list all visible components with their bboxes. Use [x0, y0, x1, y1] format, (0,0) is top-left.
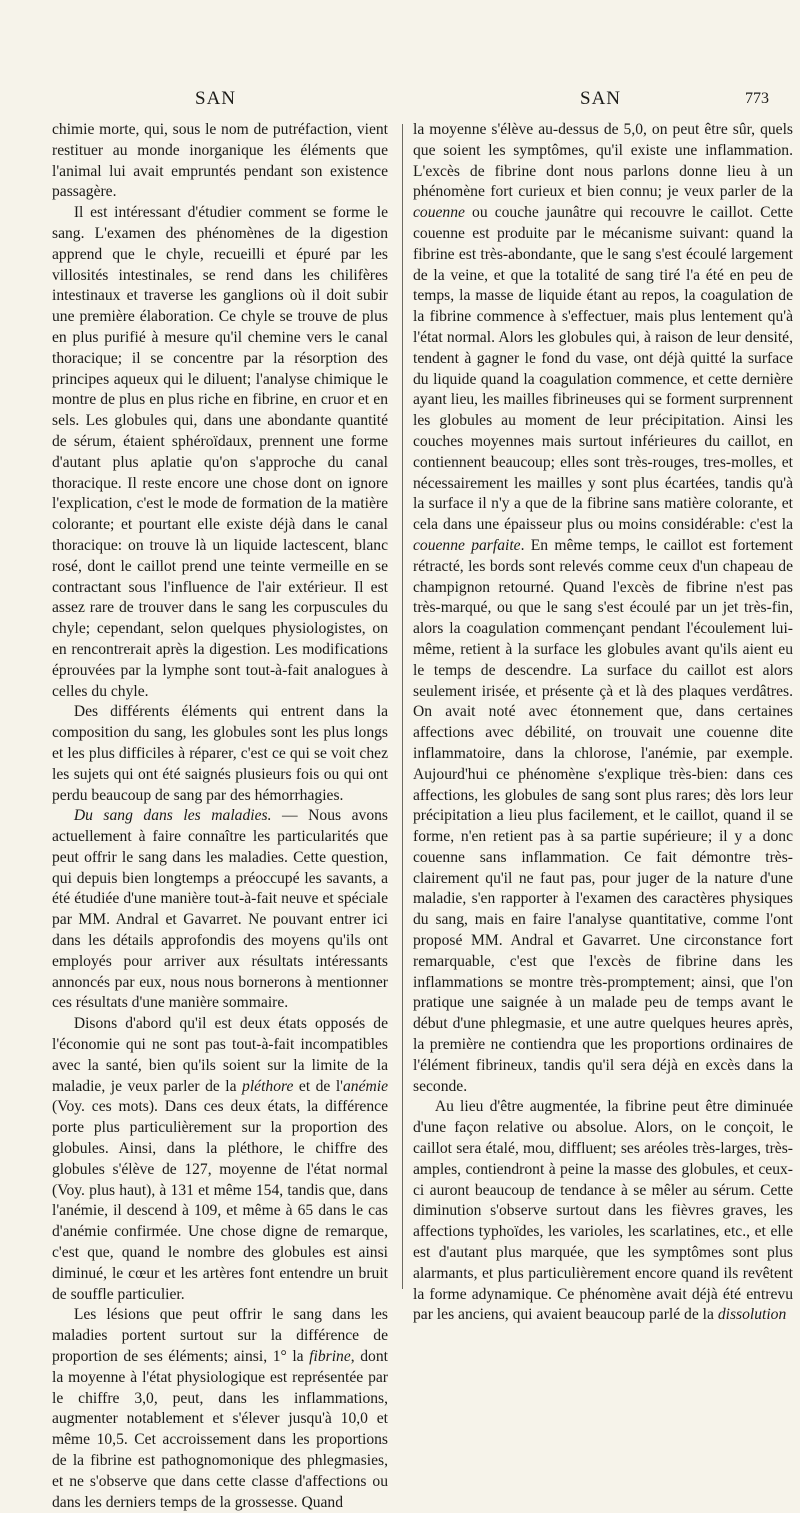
paragraph-text: — Nous avons actuellement à faire connaître les particularités que peut offrir le sang dans les maladies. Cette question, qui depuis bien longtemps a préoccupé les savants, a été étudiée d'une manière tout-à-fait neuve et spéciale par MM. Andral et Gavarret. Ne pouvant entrer ici dans les détails approfondis des moyens qu'ils ont employés pour arriver aux résultats intéressants annoncés par eux, nous nous bornerons à mentionner ces résultats d'une manière sommaire.	[52, 807, 388, 1012]
paragraph-text: Les lésions que peut offrir le sang dans les maladies portent surtout sur la différence de proportion de ses éléments; ainsi, 1° la	[52, 1306, 388, 1366]
section-title: Du sang dans les maladies.	[73, 807, 272, 825]
emphasis: dissolution	[717, 1306, 787, 1324]
right-running-head: SAN	[580, 88, 622, 109]
section-paragraph	[52, 806, 388, 1014]
page-number: 773	[745, 90, 769, 107]
paragraph-text: Disons d'abord qu'il est deux états opposés de l'économie qui ne sont pas tout-à-fait incompatibles avec la santé, bien qu'ils soient sur la limite de la maladie, je veux parler de la	[52, 1015, 388, 1095]
right-column	[413, 120, 794, 1324]
paragraph-text: , dont la moyenne à l'état physiologique est représentée par le chiffre 3,0, peut, dans les inflammations, augmenter notablement et s'élever jusqu'à 10,0 et même 10,5. Cet accroissement dans les proportions de la fibrine est pathognomonique des phlegmasies, et ne s'observe que dans cette classe d'affections ou dans les derniers temps de la grossesse. Quand	[52, 1348, 388, 1511]
emphasis: couenne	[413, 204, 465, 222]
left-running-head: SAN	[195, 88, 237, 109]
paragraph: Il est intéressant d'étudier comment se forme le sang. L'examen des phénomènes de la digestion apprend que le chyle, recueilli et épuré par les villosités intestinales, se rend dans les chilifères intestinaux et traverse les ganglions où il doit subir une première élaboration. Ce chyle se trouve de plus en plus purifié à mesure qu'il chemine vers le canal thoracique; il se concentre par la résorption des principes aqueux qui le diluent; l'analyse chimique le montre de plus en plus riche en fibrine, en cruor et en sels. Les globules qui, dans une abondante quantité de sérum, étaient sphéroïdaux, prennent une forme d'autant plus aplatie qu'on s'approche du canal thoracique. Il reste encore une chose dont on ignore l'explication, c'est le mode de formation de la matière colorante; et pourtant elle existe déjà dans le canal thoracique: on trouve là un liquide lactescent, blanc rosé, dont le caillot prend une teinte vermeille en se contractant sous l'influence de l'air extérieur. Il est assez rare de trouver dans le sang les corpuscules du chyle; cependant, selon quelques physiologistes, on en rencontrerait après la digestion. Les modifications éprouvées par la lymphe sont tout-à-fait analogues à celles du chyle.	[52, 204, 388, 700]
paragraph	[52, 1014, 388, 1305]
running-header	[0, 88, 800, 114]
paragraph-text: Au lieu d'être augmentée, la fibrine peut être diminuée d'une façon relative ou absolue. Alors, on le conçoit, le caillot sera étalé, mou, diffluent; ses aréoles très-larges, très-amples, contiendront à peine la masse des globules, et ceux-ci auront beaucoup de tendance à se mêler au sérum. Cette diminution s'observe surtout dans les fièvres graves, les affections typhoïdes, les varioles, les scarlatines, etc., et elle est d'autant plus marquée, que les symptômes sont plus alarmants, et plus particulièrement encore quand ils revêtent la forme adynamique. Ce phénomène avait déjà été entrevu par les anciens, qui avaient beaucoup parlé de la	[413, 1098, 793, 1324]
paragraph-text: et de l'	[293, 1077, 343, 1095]
paragraph-text: ou couche jaunâtre qui recouvre le caillot. Cette couenne est produite par le mécanisme suivant: quand la fibrine est très-abondante, que le sang s'est écoulé largement de la veine, et que la totalité de sang tiré l'a été en peu de temps, la masse de liquide étant au repos, la coagulation de la fibrine commence à s'effectuer, mais plus lentement qu'à l'état normal. Alors les globules qui, à raison de leur densité, tendent à gagner le fond du vase, ont déjà quitté la surface du liquide quand la coagulation commence, et cette dernière ayant lieu, les mailles fibrineuses qui se forment surprennent les globules au moment de leur précipitation. Ainsi les couches moyennes mais surtout inférieures du caillot, en contiennent beaucoup; elles sont très-rouges, tres-molles, et nécessairement les mailles y sont plus écartées, tandis qu'à la surface il n'y a que de la fibrine sans matière colorante, et cela dans une épaisseur plus ou moins considérable: c'est la	[413, 204, 793, 534]
emphasis: fibrine	[309, 1348, 351, 1366]
paragraph-text: la moyenne s'élève au-dessus de 5,0, on peut être sûr, quels que soient les symptômes, qu'il existe une inflammation. L'excès de fibrine dont nous parlons donne lieu à un phénomène fort curieux et bien connu; je veux parler de la	[413, 121, 793, 201]
paragraph-text: . En même temps, le caillot est fortement rétracté, les bords sont relevés comme ceux d'un chapeau de champignon retourné. Quand l'excès de fibrine n'est pas très-marqué, ou que le sang s'est écoulé par un jet très-fin, alors la coagulation commençant pendant l'écoulement lui-même, retient à la surface les globules avant qu'ils aient eu le temps de descendre. La surface du caillot est alors seulement irisée, et présente çà et là des plaques verdâtres. On avait noté avec étonnement que, dans certaines affections avec débilité, on trouvait une couenne dite inflammatoire, dans la chlorose, l'anémie, par exemple. Aujourd'hui ce phénomène s'explique très-bien: dans ces affections, les globules de sang sont plus rares; dès lors leur précipitation a lieu plus facilement, et le caillot, quand il se forme, n'en retient pas à sa partie supérieure; il y a donc couenne sans inflammation. Ce fait démontre très-clairement qu'il ne faut pas, pour juger de la nature d'une maladie, s'en rapporter à l'examen des caractères physiques du sang, mais en faire l'analyse quantitative, comme l'ont proposé MM. Andral et Gavarret. Une circonstance fort remarquable, c'est que l'excès de fibrine dans les inflammations se montre très-promptement; ainsi, que l'on pratique une saignée à un malade peu de temps avant le début d'une phlegmasie, et une autre quelques heures après, la première ne contiendra que les proportions ordinaires de l'élément fibrineux, tandis qu'il sera déjà en excès dans la seconde.	[413, 536, 794, 1095]
emphasis: anémie	[342, 1077, 389, 1095]
column-divider	[402, 124, 403, 1289]
paragraph-text: (Voy. ces mots). Dans ces deux états, la différence porte plus particulièrement sur la proportion des globules. Ainsi, dans la pléthore, le chiffre des globules s'élève de 127, moyenne de l'état normal (Voy. plus haut), à 131 et même 154, tandis que, dans l'anémie, il descend à 109, et même à 65 dans le cas d'anémie confirmée. Une chose digne de remarque, c'est que, quand le nombre des globules est ainsi diminué, le cœur et les artères font entendre un bruit de souffle particulier.	[52, 1098, 388, 1303]
emphasis: pléthore	[242, 1077, 294, 1095]
paragraph	[413, 120, 793, 1097]
paragraph	[52, 1305, 388, 1513]
paragraph: chimie morte, qui, sous le nom de putréfaction, vient restituer au monde inorganique les éléments que l'animal lui avait empruntés pendant son existence passagère.	[52, 121, 388, 201]
emphasis: couenne parfaite	[413, 536, 521, 554]
paragraph	[413, 1097, 793, 1326]
paragraph: Des différents éléments qui entrent dans la composition du sang, les globules sont les plus longs et les plus difficiles à réparer, c'est ce qui se voit chez les sujets qui ont été saignés plusieurs fois ou qui ont perdu beaucoup de sang par des hémorrhagies.	[52, 703, 388, 804]
left-column	[52, 120, 389, 1511]
